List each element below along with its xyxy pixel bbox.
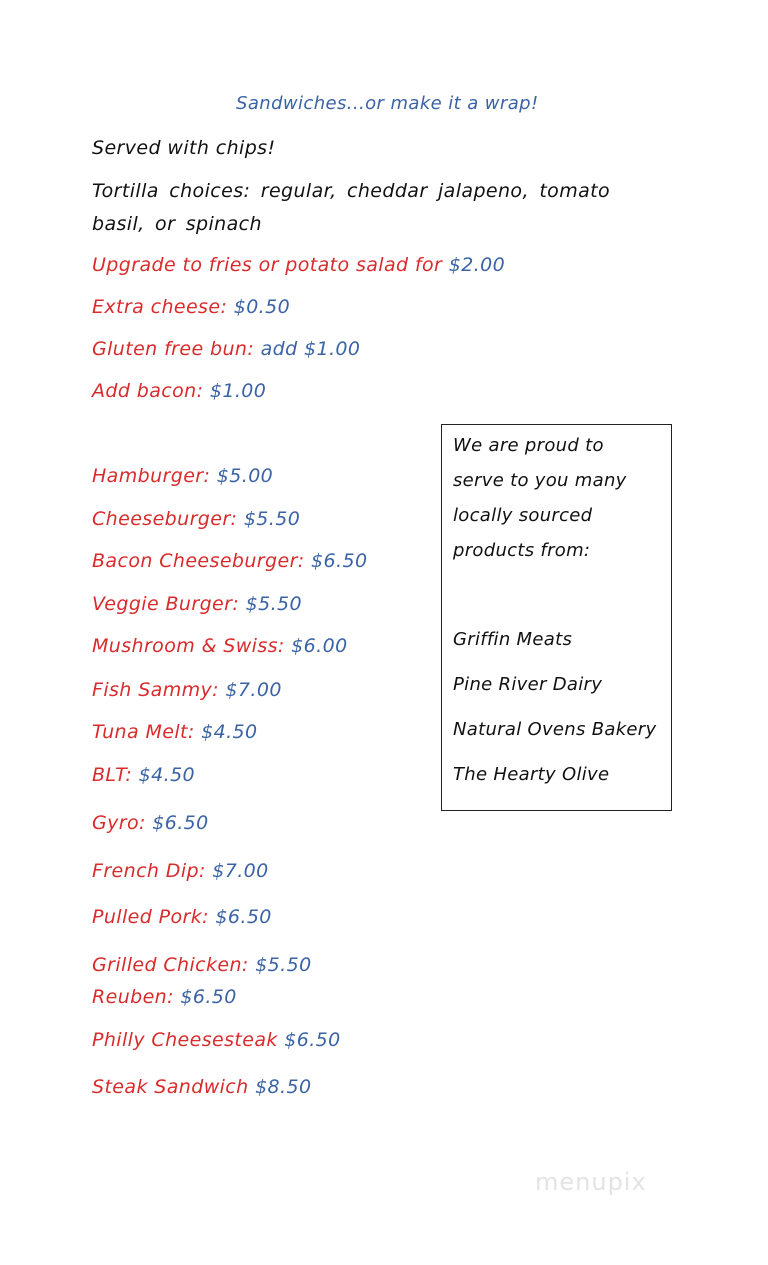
- menu-item: [92, 723, 258, 742]
- menu-item-price: $6.50: [180, 986, 237, 1008]
- menu-item-price: $4.50: [201, 721, 258, 743]
- menu-item: [92, 637, 348, 656]
- menu-item-price: $4.50: [138, 764, 196, 786]
- menu-item-price: $5.00: [216, 465, 274, 487]
- supplier-name: Pine River Dairy: [453, 674, 603, 695]
- menu-item: [92, 908, 272, 927]
- page-title: Sandwiches...or make it a wrap!: [236, 93, 539, 114]
- menu-item-price: $8.50: [255, 1076, 312, 1098]
- extra-price: $1.00: [209, 380, 267, 402]
- box-intro-line: products from:: [453, 540, 591, 561]
- menu-item-name: Hamburger:: [92, 465, 211, 487]
- locally-sourced-box: [441, 424, 672, 811]
- extra-label: Upgrade to fries or potato salad for: [92, 254, 443, 276]
- menu-item: [92, 552, 367, 571]
- box-intro-line: We are proud to: [453, 435, 604, 456]
- menu-item-name: Tuna Melt:: [92, 721, 195, 743]
- extra-price: $0.50: [233, 296, 291, 318]
- menu-item: [92, 595, 302, 614]
- menu-item-name: Gyro:: [92, 812, 146, 834]
- menu-item-name: Steak Sandwich: [92, 1076, 249, 1098]
- menu-item: [92, 1031, 341, 1050]
- supplier-name: The Hearty Olive: [453, 764, 610, 785]
- extra-price: $2.00: [448, 254, 506, 276]
- menu-item: [92, 681, 282, 700]
- menu-item-name: Grilled Chicken:: [92, 954, 249, 976]
- menu-item-name: Cheeseburger:: [92, 508, 238, 530]
- menu-item-price: $6.50: [152, 812, 209, 834]
- extra-label: Extra cheese:: [92, 296, 228, 318]
- supplier-name: Griffin Meats: [453, 629, 573, 650]
- extra-fries-upgrade: [92, 256, 505, 275]
- served-with-note: Served with chips!: [92, 137, 276, 159]
- menu-item-name: Fish Sammy:: [92, 679, 219, 701]
- watermark-logo: menupix: [535, 1168, 647, 1196]
- menu-item: [92, 862, 269, 881]
- extra-bacon: [92, 382, 266, 401]
- box-intro-line: locally sourced: [453, 505, 593, 526]
- menu-item-name: Reuben:: [92, 986, 174, 1008]
- box-intro-line: serve to you many: [453, 470, 627, 491]
- menu-item: [92, 956, 312, 975]
- menu-item: [92, 814, 209, 833]
- extra-label: Add bacon:: [92, 380, 204, 402]
- menu-item-name: BLT:: [92, 764, 133, 786]
- menu-item-name: Pulled Pork:: [92, 906, 209, 928]
- menu-item: [92, 1078, 311, 1097]
- menu-item-price: $7.00: [212, 860, 269, 882]
- menu-item: [92, 766, 195, 785]
- menu-item-price: $6.50: [215, 906, 272, 928]
- menu-item: [92, 467, 273, 486]
- tortilla-choices-note: Tortilla choices: regular, cheddar jalapeno, tomato basil, or spinach: [92, 180, 611, 235]
- menu-item: [92, 510, 300, 529]
- menu-item-name: Mushroom & Swiss:: [92, 635, 285, 657]
- menu-item-price: $5.50: [243, 508, 301, 530]
- menu-item-name: Bacon Cheeseburger:: [92, 550, 305, 572]
- extra-gluten-free-bun: [92, 340, 360, 359]
- extra-price: add $1.00: [260, 338, 361, 360]
- menu-item-price: $6.00: [291, 635, 348, 657]
- menu-item-price: $6.50: [284, 1029, 341, 1051]
- menu-item: [92, 988, 237, 1007]
- menu-item-name: French Dip:: [92, 860, 206, 882]
- extra-cheese: [92, 298, 290, 317]
- menu-item-price: $7.00: [225, 679, 282, 701]
- menu-item-name: Veggie Burger:: [92, 593, 240, 615]
- menu-item-name: Philly Cheesesteak: [92, 1029, 278, 1051]
- supplier-name: Natural Ovens Bakery: [453, 719, 657, 740]
- extra-label: Gluten free bun:: [92, 338, 255, 360]
- menu-item-price: $5.50: [245, 593, 303, 615]
- menu-item-price: $5.50: [255, 954, 312, 976]
- menu-item-price: $6.50: [311, 550, 368, 572]
